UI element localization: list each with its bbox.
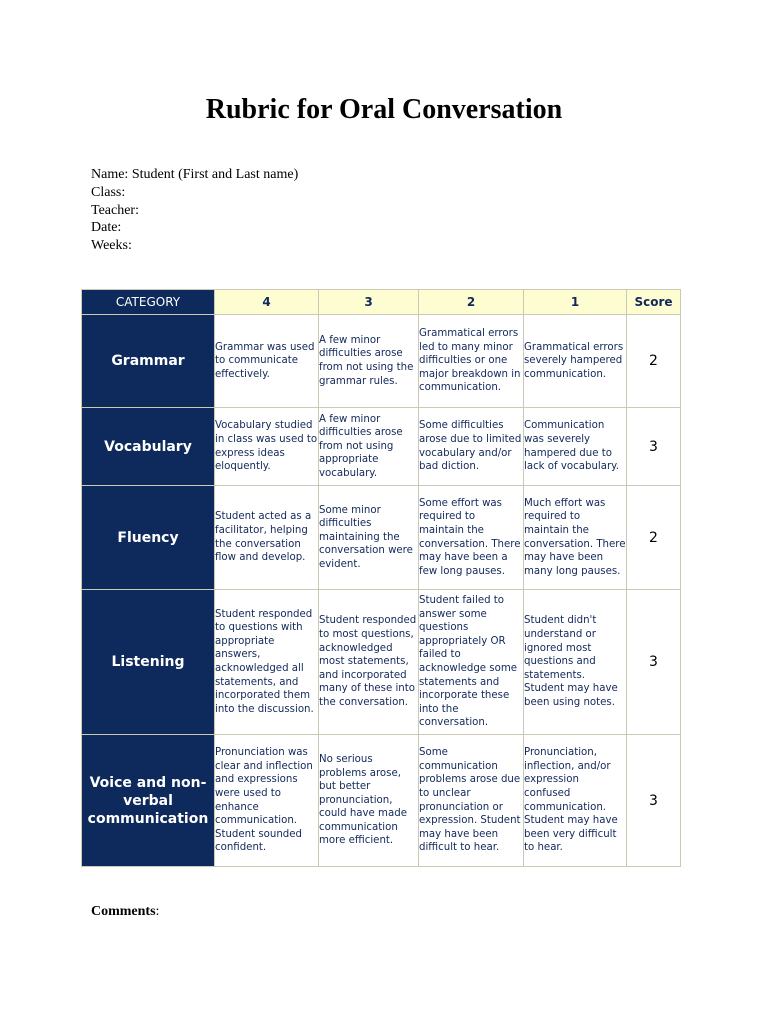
category-listening: Listening	[82, 590, 215, 735]
rubric-cell: Communication was severely hampered due to lack of vocabulary.	[524, 408, 627, 486]
rubric-cell: Pronunciation was clear and inflection and expressions were used to enhance communication. Student sounded confident.	[215, 735, 319, 867]
rubric-cell: A few minor difficulties arose from not using appropriate vocabulary.	[319, 408, 419, 486]
rubric-cell: A few minor difficulties arose from not using the grammar rules.	[319, 315, 419, 408]
table-row	[82, 735, 681, 867]
header-category: CATEGORY	[82, 290, 215, 315]
score-cell: 3	[627, 735, 681, 867]
score-cell: 3	[627, 590, 681, 735]
score-cell: 3	[627, 408, 681, 486]
rubric-cell: Grammatical errors severely hampered communication.	[524, 315, 627, 408]
rubric-cell: Some effort was required to maintain the conversation. There may have been a few long pauses.	[419, 486, 524, 590]
class-line: Class:	[91, 184, 126, 200]
student-info	[91, 166, 298, 255]
score-cell: 2	[627, 315, 681, 408]
header-3: 3	[319, 290, 419, 315]
table-row	[82, 408, 681, 486]
comments-label	[91, 904, 159, 920]
rubric-cell: Some communication problems arose due to unclear pronunciation or expression. Student may have been difficult to hear.	[419, 735, 524, 867]
page-title: Rubric for Oral Conversation	[205, 94, 563, 125]
rubric-cell: Some minor difficulties maintaining the conversation were evident.	[319, 486, 419, 590]
category-grammar: Grammar	[82, 315, 215, 408]
teacher-line: Teacher:	[91, 202, 139, 218]
rubric-cell: Student acted as a facilitator, helping the conversation flow and develop.	[215, 486, 319, 590]
rubric-cell: Grammatical errors led to many minor difficulties or one major breakdown in communication.	[419, 315, 524, 408]
date-line: Date:	[91, 220, 122, 236]
table-row	[82, 315, 681, 408]
category-vocabulary: Vocabulary	[82, 408, 215, 486]
weeks-line: Weeks:	[91, 238, 132, 254]
header-4: 4	[215, 290, 319, 315]
rubric-cell: Much effort was required to maintain the conversation. There may have been many long pauses.	[524, 486, 627, 590]
rubric-cell: Student responded to questions with appropriate answers, acknowledged all statements, and incorporated them into the discussion.	[215, 590, 319, 735]
name-line: Name: Student (First and Last name)	[91, 167, 299, 182]
rubric-table	[81, 289, 681, 867]
rubric-cell: Some difficulties arose due to limited vocabulary and/or bad diction.	[419, 408, 524, 486]
category-fluency: Fluency	[82, 486, 215, 590]
header-row	[82, 290, 681, 315]
rubric-cell: Grammar was used to communicate effectively.	[215, 315, 319, 408]
header-1: 1	[524, 290, 627, 315]
score-cell: 2	[627, 486, 681, 590]
table-row	[82, 486, 681, 590]
comments-label-text: Comments	[91, 904, 156, 919]
rubric-cell: Student failed to answer some questions appropriately OR failed to acknowledge some statements and incorporate these into the conversation.	[419, 590, 524, 735]
category-voice-nonverbal: Voice and non-verbal communication	[82, 735, 215, 867]
rubric-cell: No serious problems arose, but better pronunciation, could have made communication more efficient.	[319, 735, 419, 867]
rubric-cell: Student responded to most questions, acknowledged most statements, and incorporated many of these into the conversation.	[319, 590, 419, 735]
rubric-cell: Vocabulary studied in class was used to express ideas eloquently.	[215, 408, 319, 486]
comments-colon: :	[155, 904, 160, 919]
header-score: Score	[627, 290, 681, 315]
table-row	[82, 590, 681, 735]
rubric-cell: Pronunciation, inflection, and/or expression confused communication. Student may have been very difficult to hear.	[524, 735, 627, 867]
header-2: 2	[419, 290, 524, 315]
rubric-cell: Student didn't understand or ignored most questions and statements. Student may have been using notes.	[524, 590, 627, 735]
